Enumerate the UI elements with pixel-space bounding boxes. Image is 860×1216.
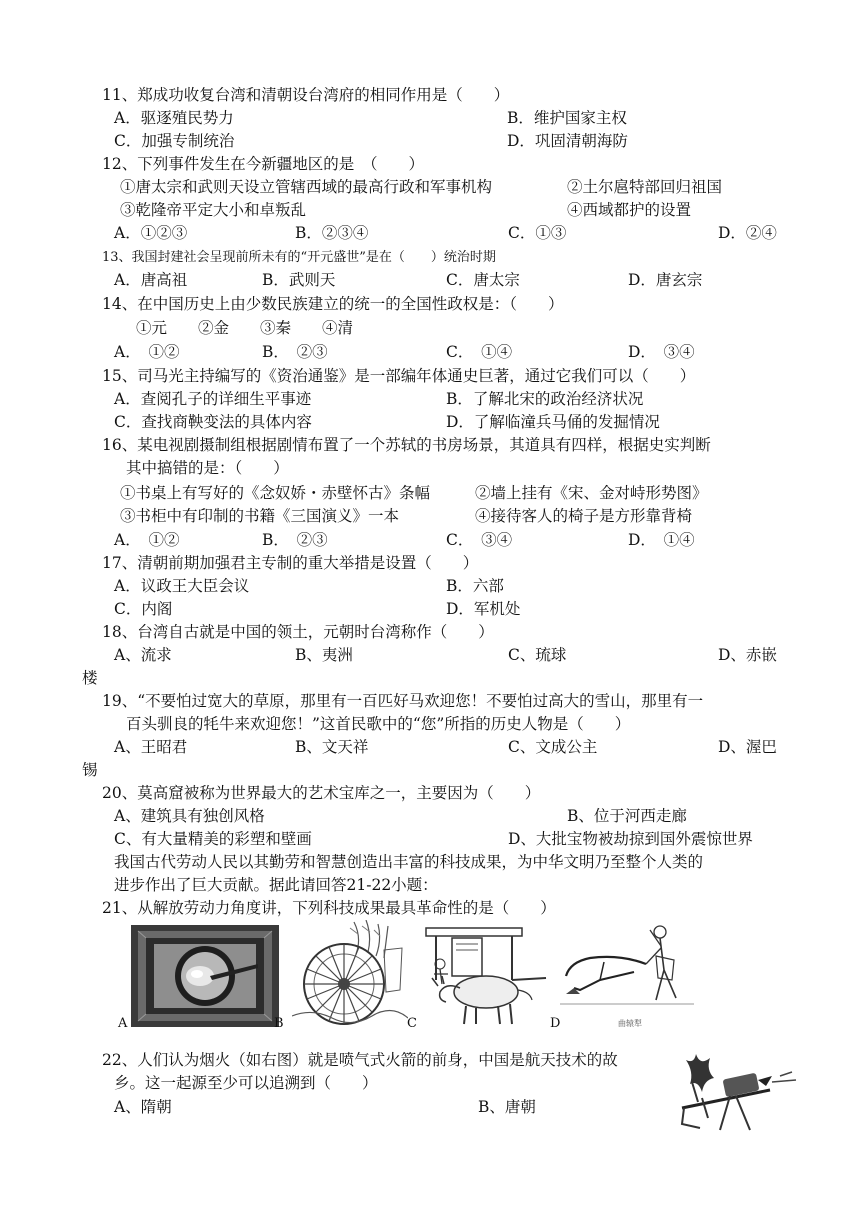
q12-option-a: A．①②③ (114, 224, 188, 242)
q13-option-b: B．武则天 (262, 271, 336, 289)
q13-option-d: D．唐玄宗 (628, 271, 703, 289)
q22-stem-line2: 乡。这一起源至少可以追溯到（ ） (114, 1074, 378, 1092)
q18-option-d: D、赤嵌 (718, 646, 777, 664)
plough-caption: 曲辕犁 (618, 1019, 642, 1028)
q14-items: ①元 ②金 ③秦 ④清 (136, 319, 354, 337)
q12-item-4: ④西域都护的设置 (567, 201, 692, 219)
q13-option-a: A．唐高祖 (114, 271, 188, 289)
q12-item-3: ③乾隆帝平定大小和卓叛乱 (120, 201, 307, 219)
q14-stem: 14、在中国历史上由少数民族建立的统一的全国性政权是：（ ） (102, 295, 564, 313)
q11-option-d: D．巩固清朝海防 (507, 132, 628, 150)
q21-label-b: B (274, 1016, 284, 1031)
q12-option-c: C．①③ (508, 224, 567, 242)
q17-stem: 17、清朝前期加强君主专制的重大举措是设置（ ） (102, 554, 479, 572)
intro-line2: 进步作出了巨大贡献。据此请回答21-22小题： (114, 876, 438, 894)
q14-option-d: D． ③④ (628, 343, 695, 361)
q18-option-a: A、流求 (114, 646, 172, 664)
q20-option-c: C、有大量精美的彩塑和壁画 (114, 830, 312, 848)
q13-stem: 13、我国封建社会呈现前所未有的“开元盛世”是在（ ）统治时期 (102, 250, 496, 265)
q19-option-d-wrap: 锡 (82, 761, 98, 779)
q16-item-4: ④接待客人的椅子是方形靠背椅 (475, 507, 693, 525)
q20-option-d: D、大批宝物被劫掠到国外震惊世界 (508, 830, 753, 848)
q19-option-d: D、渥巴 (718, 738, 777, 756)
q11-option-b: B．维护国家主权 (507, 109, 627, 127)
q16-item-2: ②墙上挂有《宋、金对峙形势图》 (475, 484, 708, 502)
q15-option-b: B．了解北宋的政治经济状况 (446, 390, 644, 408)
q19-option-a: A、王昭君 (114, 738, 188, 756)
q17-option-a: A．议政王大臣会议 (114, 577, 250, 595)
q21-stem: 21、从解放劳动力角度讲，下列科技成果最具革命性的是（ ） (102, 899, 556, 917)
q18-stem: 18、台湾自古就是中国的领土，元朝时台湾称作（ ） (102, 623, 494, 641)
q14-option-b: B． ②③ (262, 343, 328, 361)
q12-item-2: ②土尔扈特部回归祖国 (567, 178, 723, 196)
q16-stem-line2: 其中搞错的是：（ ） (126, 459, 289, 477)
q18-option-d-wrap: 楼 (82, 669, 98, 687)
q20-option-b: B、位于河西走廊 (567, 807, 687, 825)
q22-option-b: B、唐朝 (478, 1098, 536, 1116)
q18-option-c: C、琉球 (508, 646, 567, 664)
intro-line1: 我国古代劳动人民以其勤劳和智慧创造出丰富的科技成果，为中华文明乃至整个人类的 (114, 853, 704, 871)
q15-stem: 15、司马光主持编写的《资治通鉴》是一部编年体通史巨著，通过它我们可以（ ） (102, 367, 696, 385)
q21-label-a: A (118, 1016, 128, 1031)
q16-option-a: A． ①② (114, 531, 180, 549)
q11-option-a: A．驱逐殖民势力 (114, 109, 234, 127)
q12-option-b: B．②③④ (295, 224, 369, 242)
compass-sinan-image (130, 924, 280, 1028)
q14-option-c: C． ①④ (446, 343, 513, 361)
q16-option-d: D． ①④ (628, 531, 695, 549)
q16-item-1: ①书桌上有写好的《念奴娇・赤壁怀古》条幅 (120, 484, 431, 502)
q21-label-d: D (550, 1016, 561, 1031)
q16-stem-line1: 16、某电视剧摄制组根据剧情布置了一个苏轼的书房场景，其道具有四样，根据史实判断 (102, 436, 711, 454)
q13-option-c: C．唐太宗 (446, 271, 520, 289)
q18-option-b: B、夷洲 (295, 646, 353, 664)
q12-item-1: ①唐太宗和武则天设立管辖西域的最高行政和军事机构 (120, 178, 493, 196)
ox-mill-image (416, 920, 550, 1030)
q19-stem-line1: 19、“不要怕过宽大的草原，那里有一百匹好马欢迎您！不要怕过高大的雪山，那里有一 (102, 692, 704, 710)
q12-option-d: D．②④ (718, 224, 777, 242)
q16-item-3: ③书柜中有印制的书籍《三国演义》一本 (120, 507, 400, 525)
q15-option-d: D．了解临潼兵马俑的发掘情况 (446, 413, 660, 431)
water-wheel-image (292, 920, 408, 1030)
q19-option-c: C、文成公主 (508, 738, 598, 756)
q11-stem: 11、郑成功收复台湾和清朝设台湾府的相同作用是（ ） (102, 86, 510, 104)
q17-option-d: D．军机处 (446, 600, 521, 618)
q17-option-c: C．内阁 (114, 600, 173, 618)
q15-option-c: C．查找商鞅变法的具体内容 (114, 413, 312, 431)
q19-stem-line2: 百头驯良的牦牛来欢迎您！”这首民歌中的“您”所指的历史人物是（ ） (126, 715, 631, 733)
q14-option-a: A． ①② (114, 343, 180, 361)
q15-option-a: A．查阅孔子的详细生平事迹 (114, 390, 312, 408)
q19-option-b: B、文天祥 (295, 738, 369, 756)
q22-option-a: A、隋朝 (114, 1098, 172, 1116)
q22-stem-line1: 22、人们认为烟火（如右图）就是喷气式火箭的前身，中国是航天技术的故 (102, 1051, 618, 1069)
q12-stem: 12、下列事件发生在今新疆地区的是 （ ） (102, 155, 424, 173)
q16-option-b: B． ②③ (262, 531, 328, 549)
fireworks-rocket-image (680, 1052, 798, 1132)
q21-label-c: C (407, 1016, 417, 1031)
q20-option-a: A、建筑具有独创风格 (114, 807, 265, 825)
q11-option-c: C．加强专制统治 (114, 132, 235, 150)
q16-option-c: C． ③④ (446, 531, 513, 549)
q17-option-b: B．六部 (446, 577, 504, 595)
q20-stem: 20、莫高窟被称为世界最大的艺术宝库之一，主要因为（ ） (102, 784, 541, 802)
